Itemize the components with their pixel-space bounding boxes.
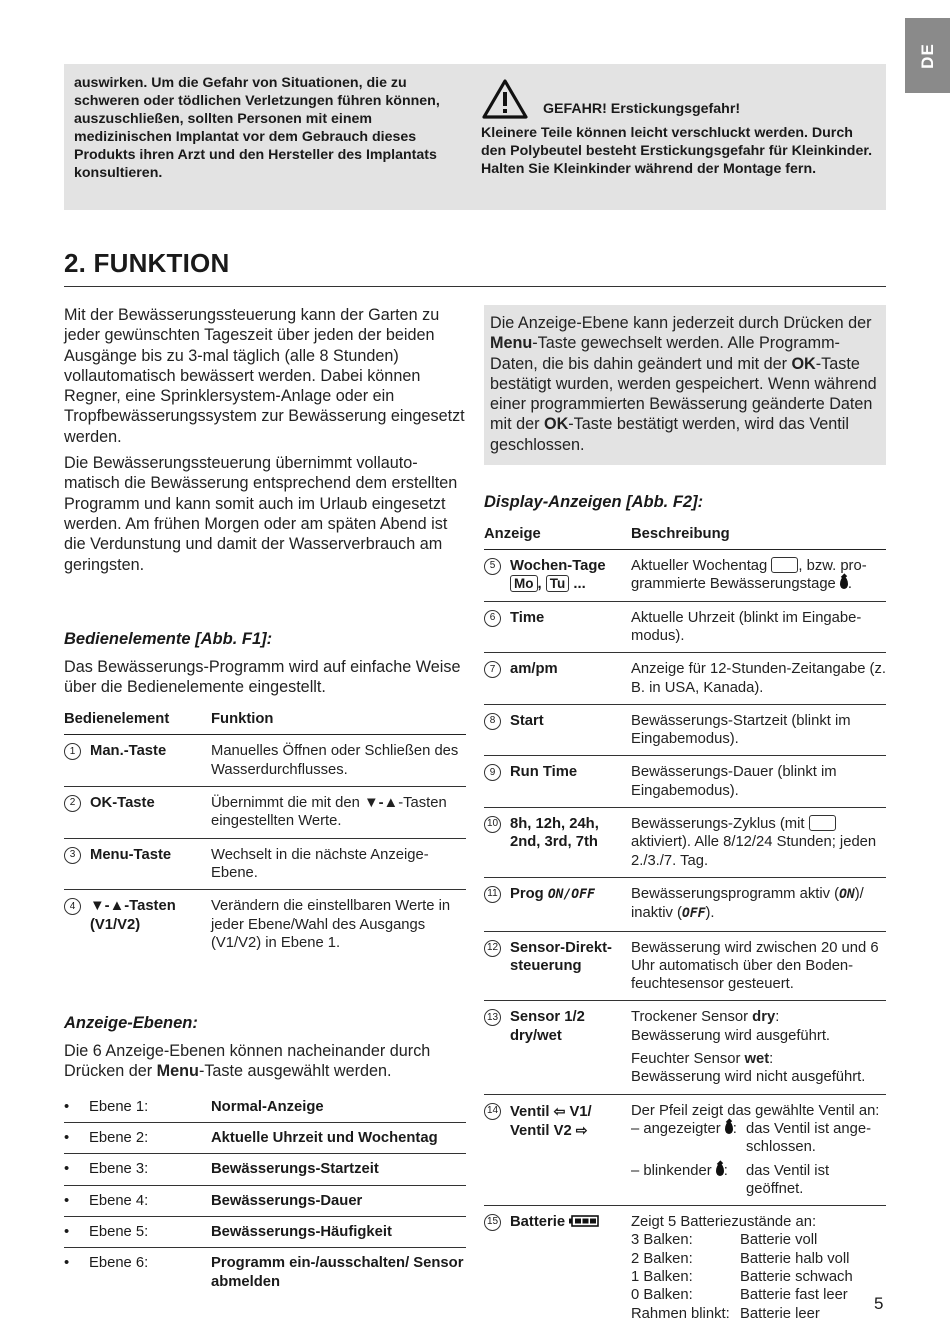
water-drop-icon — [725, 1122, 733, 1134]
arrow-right-icon: ⇨ — [575, 1121, 588, 1138]
table-row — [64, 890, 466, 959]
levels-text — [64, 1041, 466, 1082]
battery-state-value: Batterie leer — [740, 1305, 820, 1322]
arrow-keys-symbol: ▼-▲ — [363, 795, 399, 812]
wet-label: wet — [744, 1051, 770, 1068]
arrow-left-icon: ⇦ — [553, 1102, 566, 1119]
danger-text: Kleinere Teile können leicht verschluckt werden. Durch den Polybeutel besteht Erstickungsgefahr für Kleinkinder. Halten Sie Kleinkinder während der Montage fern. — [481, 125, 873, 177]
display-name: am/pm — [510, 661, 558, 678]
row-number: 7 — [484, 661, 501, 678]
level-desc: Bewässerungs-Dauer — [211, 1192, 363, 1209]
display-name-text: Wochen-Tage — [510, 558, 606, 575]
level-desc: Bewässerungs-Häufigkeit — [211, 1223, 392, 1240]
warning-box — [64, 64, 886, 210]
table-row — [64, 839, 466, 891]
control-name — [90, 897, 176, 952]
bullet: • — [64, 1130, 70, 1147]
dry-label: dry — [752, 1009, 776, 1026]
water-drop-icon — [840, 577, 848, 589]
weekday-frame-icon — [771, 557, 798, 573]
section-title: 2. FUNKTION — [64, 248, 230, 278]
table-row — [64, 735, 466, 787]
desc-part: das Ventil ist geöffnet. — [746, 1162, 830, 1197]
display-name: Sensor-Direktsteuerung — [510, 939, 612, 974]
bullet: • — [64, 1192, 70, 1209]
control-desc: Wechselt in die nächste AnzeigeEbene. — [211, 846, 429, 881]
display-name — [510, 557, 606, 594]
display-desc — [631, 557, 886, 594]
page-number: 5 — [874, 1294, 884, 1313]
desc-part: )/ inaktiv ( — [631, 885, 864, 922]
display-desc: Anzeige für 12-Stunden-Zeitangabe (z. B. in USA, Kanada). — [631, 661, 886, 696]
control-name: Man.-Taste — [90, 743, 167, 760]
display-col2-header: Beschreibung — [631, 526, 730, 543]
desc-part: Bewässerung wird ausgeführt. — [631, 1027, 831, 1044]
row-number: 4 — [64, 898, 81, 915]
implant-warning-text: auswirken. Um die Gefahr von Situationen, die zu schweren oder tödlichen Verletzungen führen können, auszuschließen, sollten Personen mit einem medizinischen Implantat vor dem Gebrauch dieses Produkts ihren Arzt und den Hersteller des Implantats konsultieren. — [74, 75, 440, 181]
desc-part: : — [775, 1009, 780, 1026]
row-number: 10 — [484, 816, 501, 833]
desc-part: Der Pfeil zeigt das gewählte Ventil an: — [631, 1102, 880, 1119]
level-name: Ebene 2: — [89, 1130, 149, 1147]
display-table — [484, 526, 886, 1330]
display-heading: Display-Anzeigen [Abb. F2]: — [484, 493, 704, 512]
row-number: 6 — [484, 610, 501, 627]
list-item — [64, 1154, 466, 1185]
battery-state-key: 0 Balken: — [631, 1287, 693, 1304]
note-text: -Taste bestätigt wurden, werden gespeichert. Wenn während einer programmierten Bewässerung geänderte Daten mit der — [490, 354, 877, 434]
control-name: OK-Taste — [90, 795, 155, 812]
row-number: 8 — [484, 713, 501, 730]
desc-part: – blinkender — [631, 1162, 716, 1179]
display-desc: Bewässerungs-Startzeit (blinkt im Eingabemodus). — [631, 712, 851, 748]
display-desc: Aktuelle Uhrzeit (blinkt im Eingabemodus). — [631, 609, 862, 644]
table-row — [484, 1206, 886, 1330]
desc-part: Bewässerungsprogramm aktiv ( — [631, 885, 840, 902]
control-desc: Verändern die einstellbaren Werte in jeder Ebene/Wahl des Ausgangs (V1/V2) in Ebene 1. — [211, 898, 451, 951]
row-number: 14 — [484, 1103, 501, 1120]
list-item — [64, 1092, 466, 1123]
bullet: • — [64, 1161, 70, 1178]
text-part: -Taste ausgewählt werden. — [198, 1062, 392, 1081]
display-name-text: Prog — [510, 885, 548, 902]
display-desc — [631, 1102, 886, 1198]
desc-part: -Tasten eingestellten Werte. — [211, 795, 447, 830]
desc-part: , bzw. programmierte Bewässerungstage — [631, 558, 867, 593]
note-text: Die Anzeige-Ebene kann jederzeit durch Drücken der — [490, 314, 872, 332]
menu-key-name: Menu — [156, 1062, 199, 1081]
display-name-text: Batterie — [510, 1214, 570, 1231]
desc-part: Trockener Sensor — [631, 1009, 753, 1026]
controls-table — [64, 711, 466, 959]
on-off-display: ON/OFF — [547, 886, 595, 902]
controls-col2-header: Funktion — [211, 711, 274, 728]
language-tab — [905, 18, 950, 93]
control-name-line: (V1/V2) — [90, 916, 141, 933]
display-name: Time — [510, 609, 545, 626]
level-name: Ebene 3: — [89, 1161, 149, 1178]
controls-text: Das Bewässerungs-Programm wird auf einfache Weise über die Bedienelemente eingestellt. — [64, 657, 461, 697]
table-row — [484, 602, 886, 654]
display-col1-header: Anzeige — [484, 526, 541, 543]
separator: , — [537, 576, 542, 593]
display-name-text: Ventil — [510, 1103, 554, 1120]
display-name: 8h, 12h, 24h, 2nd, 3rd, 7th — [510, 816, 599, 851]
level-desc: Bewässerungs-Startzeit — [211, 1161, 379, 1178]
display-name — [510, 885, 595, 924]
water-drop-icon — [716, 1164, 724, 1176]
desc-part: das Ventil ist angeschlossen. — [746, 1120, 872, 1156]
list-item — [64, 1217, 466, 1248]
section-rule — [64, 286, 886, 287]
row-number: 5 — [484, 558, 501, 575]
control-name: Menu-Taste — [90, 846, 172, 863]
display-name: Run Time — [510, 764, 578, 781]
row-number: 1 — [64, 743, 81, 760]
controls-table-header — [64, 711, 466, 735]
control-desc: Manuelles Öffnen oder Schließen des Wasserdurchflusses. — [211, 743, 459, 778]
control-name-line: ▼-▲-Tasten — [90, 898, 176, 915]
bullet: • — [64, 1255, 70, 1272]
display-name: Sensor 1/2 dry/wet — [510, 1009, 585, 1044]
battery-state-value: Batterie schwach — [740, 1268, 853, 1285]
intro-paragraph-2: Die Bewässerungssteuerung übernimmt vollautomatisch die Bewässerung entsprechend dem erstellten Programm und kann somit auch im Urlaub eingesetzt werden. Am frühen Morgen oder am späten Abend ist die Verdunstung und damit der Wasserverbrauch am geringsten. — [64, 454, 458, 574]
row-number: 11 — [484, 886, 501, 903]
row-number: 2 — [64, 795, 81, 812]
display-desc — [631, 1008, 886, 1086]
row-number: 15 — [484, 1214, 501, 1231]
warning-triangle-icon — [481, 78, 529, 120]
battery-state-value: Batterie halb voll — [740, 1250, 850, 1267]
bullet: • — [64, 1223, 70, 1240]
display-name: Start — [510, 712, 544, 729]
table-row — [484, 756, 886, 808]
levels-heading: Anzeige-Ebenen: — [64, 1014, 198, 1033]
desc-part: : — [732, 1120, 737, 1137]
lcd-monday: Mo — [510, 575, 538, 592]
note-box — [484, 305, 886, 465]
table-row — [484, 1095, 886, 1206]
display-name — [510, 1213, 599, 1323]
battery-icon — [569, 1215, 599, 1227]
desc-part: Bewässerung wird nicht ausgeführt. — [631, 1069, 866, 1086]
lcd-tuesday: Tu — [546, 575, 570, 592]
table-row — [484, 878, 886, 932]
list-item — [64, 1123, 466, 1154]
off-display: OFF — [681, 906, 706, 922]
battery-state-value: Batterie fast leer — [740, 1287, 848, 1304]
battery-state-key: 1 Balken: — [631, 1268, 693, 1285]
right-column — [484, 305, 886, 1330]
desc-part: : — [723, 1162, 728, 1179]
display-desc — [631, 1213, 886, 1323]
table-row — [484, 932, 886, 1002]
table-row — [484, 550, 886, 602]
level-name: Ebene 5: — [89, 1223, 149, 1240]
display-name-text: V1/ — [565, 1103, 592, 1120]
table-row — [484, 808, 886, 878]
display-table-header — [484, 526, 886, 550]
note-text: -Taste gewechselt werden. Alle Programm-Daten, die bis dahin geändert und mit der — [490, 334, 840, 373]
level-desc: Normal-Anzeige — [211, 1098, 324, 1115]
level-name: Ebene 1: — [89, 1098, 149, 1115]
table-row — [484, 653, 886, 705]
display-name — [510, 1102, 592, 1198]
controls-col1-header: Bedienelement — [64, 711, 170, 728]
on-display: ON — [839, 886, 855, 902]
level-name: Ebene 6: — [89, 1255, 149, 1272]
battery-state-key: 3 Balken: — [631, 1232, 693, 1249]
display-desc: Bewässerung wird zwischen 20 und 6 Uhr automatisch über den Bodenfeuchtesensor gesteuert. — [631, 939, 879, 993]
desc-part: aktiviert). Alle 8/12/24 Stunden; jeden 2./3./7. Tag. — [631, 834, 877, 869]
level-name: Ebene 4: — [89, 1192, 149, 1209]
list-item — [64, 1186, 466, 1217]
control-desc — [211, 794, 466, 831]
battery-state-key: 2 Balken: — [631, 1250, 693, 1267]
desc-part: – angezeigter — [631, 1120, 725, 1137]
controls-heading: Bedienelemente [Abb. F1]: — [64, 629, 273, 648]
desc-part: Feuchter Sensor — [631, 1051, 745, 1068]
desc-part: . — [847, 576, 853, 593]
list-item — [64, 1248, 466, 1297]
language-label: DE — [917, 42, 937, 69]
danger-title: GEFAHR! Erstickungsgefahr! — [543, 101, 741, 117]
level-desc: Aktuelle Uhrzeit und Wochentag — [211, 1130, 438, 1147]
battery-state-value: Batterie voll — [740, 1232, 818, 1249]
cycle-frame-icon — [809, 815, 836, 831]
desc-part: Bewässerungs-Zyklus (mit — [631, 816, 809, 833]
level-desc: Programm ein-/ausschalten/ Sensor abmelden — [211, 1255, 464, 1290]
row-number: 12 — [484, 940, 501, 957]
left-column — [64, 305, 466, 1297]
danger-warning — [481, 74, 876, 178]
intro-paragraph-1: Mit der Bewässerungssteuerung kann der Garten zu jeder gewünschten Tageszeit über jeden der beiden Ausgänge bis zu 3-mal täglich (alle 8 Stunden) vollautomatisch bewässert werden. Dabei können Regner, eine Sprinklersystem-Anlage oder ein Tropfbewässerungssystem zur Bewässerung eingesetzt werden. — [64, 306, 465, 446]
display-name-text: Ventil V2 — [510, 1122, 576, 1139]
table-row — [484, 1001, 886, 1094]
desc-part: Aktueller Wochentag — [631, 558, 772, 575]
bullet: • — [64, 1098, 70, 1115]
desc-part: : — [769, 1051, 774, 1068]
table-row — [484, 705, 886, 757]
row-number: 3 — [64, 847, 81, 864]
display-desc — [631, 885, 886, 924]
ellipsis: ... — [569, 576, 586, 593]
note-bold: Menu — [490, 334, 533, 353]
desc-part: ). — [705, 905, 715, 922]
battery-states — [631, 1231, 886, 1322]
note-bold: OK — [791, 354, 816, 373]
display-desc — [631, 815, 886, 870]
row-number: 9 — [484, 764, 501, 781]
table-row — [64, 787, 466, 839]
display-desc: Bewässerungs-Dauer (blinkt im Eingabemodus). — [631, 764, 837, 799]
row-number: 13 — [484, 1009, 501, 1026]
levels-list — [64, 1092, 466, 1297]
note-bold: OK — [543, 415, 569, 434]
desc-part: Zeigt 5 Batteriezustände an: — [631, 1214, 817, 1231]
note-text: -Taste bestätigt werden, wird das Ventil geschlossen. — [490, 415, 849, 454]
battery-state-key: Rahmen blinkt: — [631, 1305, 730, 1322]
desc-part: Übernimmt die mit den — [211, 795, 364, 812]
text-part: Die 6 Anzeige-Ebenen können nacheinander durch Drücken der — [64, 1042, 431, 1081]
